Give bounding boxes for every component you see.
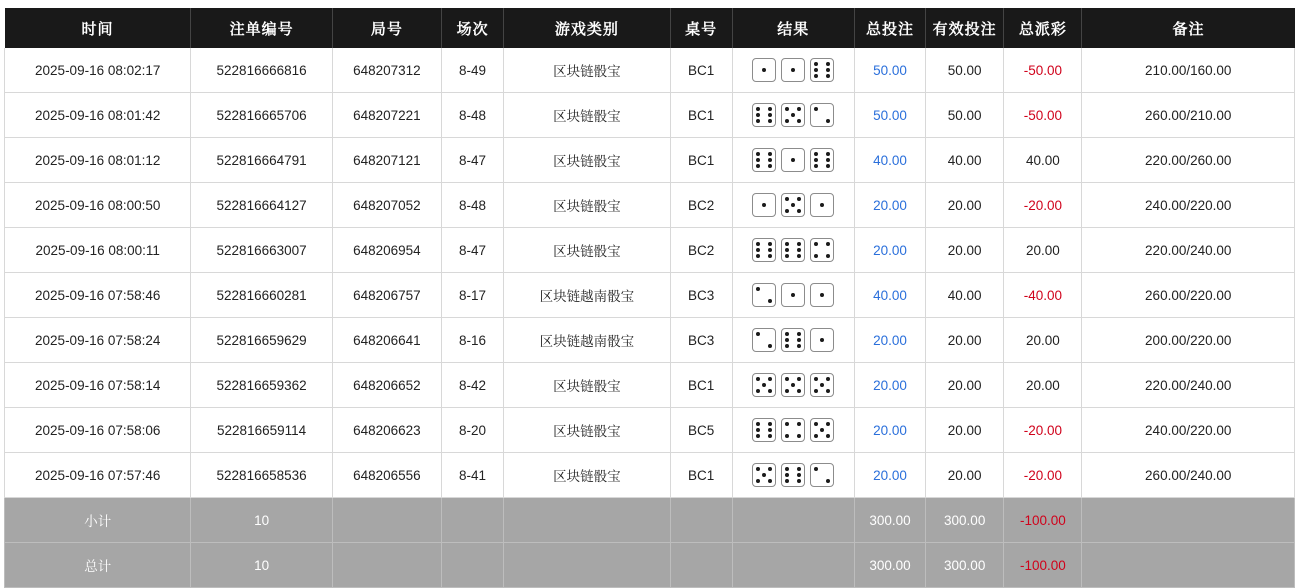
die-face-1 — [752, 193, 776, 217]
cell-valid-bet: 20.00 — [926, 453, 1004, 498]
cell-total-payout — [1004, 93, 1082, 138]
die-face-2 — [752, 283, 776, 307]
cell-total-bet — [854, 183, 925, 228]
cell-valid-bet: 50.00 — [926, 48, 1004, 93]
cell-total-bet — [854, 273, 925, 318]
table-row[interactable] — [5, 318, 1295, 363]
cell-order-no: 522816663007 — [191, 228, 332, 273]
summary-cell-count: 10 — [191, 543, 332, 588]
cell-game-type: 区块链骰宝 — [504, 228, 670, 273]
cell-time: 2025-09-16 07:58:14 — [5, 363, 191, 408]
cell-total-bet-value: 20.00 — [873, 332, 907, 348]
summary-cell-session — [442, 498, 504, 543]
cell-order-no: 522816666816 — [191, 48, 332, 93]
table-body — [5, 48, 1295, 588]
dice-group — [733, 148, 854, 172]
die-face-6 — [752, 238, 776, 262]
cell-time: 2025-09-16 08:00:11 — [5, 228, 191, 273]
cell-session: 8-49 — [442, 48, 504, 93]
cell-total-payout-value: -50.00 — [1023, 62, 1062, 78]
cell-round-no: 648206954 — [332, 228, 441, 273]
column-header-game_type[interactable]: 游戏类别 — [504, 8, 670, 48]
die-face-6 — [781, 463, 805, 487]
summary-cell-result — [732, 543, 854, 588]
cell-table-no: BC1 — [670, 93, 732, 138]
cell-round-no: 648207052 — [332, 183, 441, 228]
cell-remark: 240.00/220.00 — [1082, 408, 1295, 453]
cell-total-bet — [854, 228, 925, 273]
cell-round-no: 648206556 — [332, 453, 441, 498]
cell-remark: 240.00/220.00 — [1082, 183, 1295, 228]
summary-cell-round-no — [332, 498, 441, 543]
cell-game-type: 区块链骰宝 — [504, 48, 670, 93]
cell-game-type: 区块链骰宝 — [504, 408, 670, 453]
cell-total-bet — [854, 408, 925, 453]
cell-total-bet — [854, 363, 925, 408]
cell-result-dice — [732, 363, 854, 408]
table-row[interactable] — [5, 48, 1295, 93]
cell-total-payout — [1004, 453, 1082, 498]
column-header-time[interactable]: 时间 — [5, 8, 191, 48]
summary-cell-total-payout — [1004, 498, 1082, 543]
die-face-5 — [810, 373, 834, 397]
cell-total-bet — [854, 93, 925, 138]
cell-total-payout — [1004, 48, 1082, 93]
summary-cell-label: 小计 — [5, 498, 191, 543]
dice-group — [733, 373, 854, 397]
column-header-order_no[interactable]: 注单编号 — [191, 8, 332, 48]
cell-session: 8-47 — [442, 228, 504, 273]
dice-group — [733, 238, 854, 262]
cell-remark: 210.00/160.00 — [1082, 48, 1295, 93]
cell-order-no: 522816664791 — [191, 138, 332, 183]
die-face-1 — [781, 283, 805, 307]
table-header-row — [5, 8, 1295, 48]
cell-round-no: 648207312 — [332, 48, 441, 93]
cell-valid-bet: 50.00 — [926, 93, 1004, 138]
table-row[interactable] — [5, 408, 1295, 453]
cell-result-dice — [732, 138, 854, 183]
cell-result-dice — [732, 228, 854, 273]
die-face-1 — [781, 148, 805, 172]
cell-total-payout — [1004, 408, 1082, 453]
summary-cell-result — [732, 498, 854, 543]
die-face-6 — [810, 148, 834, 172]
die-face-2 — [810, 463, 834, 487]
cell-time: 2025-09-16 08:00:50 — [5, 183, 191, 228]
die-face-6 — [810, 58, 834, 82]
column-header-total_bet[interactable]: 总投注 — [854, 8, 925, 48]
die-face-5 — [752, 373, 776, 397]
cell-total-payout — [1004, 183, 1082, 228]
cell-game-type: 区块链骰宝 — [504, 93, 670, 138]
cell-time: 2025-09-16 08:01:42 — [5, 93, 191, 138]
summary-cell-total-payout — [1004, 543, 1082, 588]
cell-result-dice — [732, 273, 854, 318]
summary-cell-valid-bet: 300.00 — [926, 498, 1004, 543]
cell-total-bet-value: 20.00 — [873, 467, 907, 483]
table-row[interactable] — [5, 183, 1295, 228]
cell-valid-bet: 20.00 — [926, 183, 1004, 228]
table-row[interactable] — [5, 453, 1295, 498]
cell-total-bet-value: 20.00 — [873, 197, 907, 213]
cell-order-no: 522816660281 — [191, 273, 332, 318]
cell-total-bet-value: 40.00 — [873, 287, 907, 303]
summary-cell-game-type — [504, 543, 670, 588]
die-face-1 — [810, 283, 834, 307]
die-face-4 — [781, 418, 805, 442]
cell-total-bet — [854, 138, 925, 183]
cell-valid-bet: 20.00 — [926, 228, 1004, 273]
cell-total-bet — [854, 48, 925, 93]
cell-table-no: BC3 — [670, 273, 732, 318]
dice-group — [733, 283, 854, 307]
cell-round-no: 648206757 — [332, 273, 441, 318]
cell-total-payout-value: -40.00 — [1023, 287, 1062, 303]
cell-session: 8-41 — [442, 453, 504, 498]
column-header-session[interactable]: 场次 — [442, 8, 504, 48]
cell-total-bet-value: 20.00 — [873, 422, 907, 438]
cell-total-bet-value: 50.00 — [873, 62, 907, 78]
cell-remark: 220.00/240.00 — [1082, 363, 1295, 408]
die-face-6 — [752, 103, 776, 127]
die-face-5 — [781, 103, 805, 127]
die-face-1 — [810, 193, 834, 217]
dice-group — [733, 58, 854, 82]
die-face-2 — [752, 328, 776, 352]
cell-time: 2025-09-16 07:58:46 — [5, 273, 191, 318]
cell-total-bet-value: 50.00 — [873, 107, 907, 123]
dice-group — [733, 463, 854, 487]
column-header-round_no[interactable]: 局号 — [332, 8, 441, 48]
cell-round-no: 648206652 — [332, 363, 441, 408]
cell-total-bet — [854, 453, 925, 498]
cell-result-dice — [732, 318, 854, 363]
column-header-result[interactable]: 结果 — [732, 8, 854, 48]
cell-session: 8-42 — [442, 363, 504, 408]
cell-game-type: 区块链越南骰宝 — [504, 273, 670, 318]
cell-table-no: BC1 — [670, 138, 732, 183]
cell-remark: 220.00/240.00 — [1082, 228, 1295, 273]
cell-total-payout-value: -50.00 — [1023, 107, 1062, 123]
die-face-5 — [752, 463, 776, 487]
die-face-2 — [810, 103, 834, 127]
die-face-5 — [781, 193, 805, 217]
summary-cell-remark — [1082, 543, 1295, 588]
cell-time: 2025-09-16 07:58:06 — [5, 408, 191, 453]
cell-table-no: BC2 — [670, 183, 732, 228]
cell-order-no: 522816659362 — [191, 363, 332, 408]
die-face-4 — [810, 238, 834, 262]
cell-time: 2025-09-16 08:01:12 — [5, 138, 191, 183]
cell-valid-bet: 20.00 — [926, 363, 1004, 408]
summary-total-payout-value: -100.00 — [1019, 512, 1066, 528]
cell-session: 8-48 — [442, 93, 504, 138]
die-face-6 — [781, 328, 805, 352]
die-face-6 — [752, 418, 776, 442]
table-row[interactable] — [5, 363, 1295, 408]
cell-total-bet — [854, 318, 925, 363]
cell-session: 8-17 — [442, 273, 504, 318]
summary-cell-count: 10 — [191, 498, 332, 543]
cell-result-dice — [732, 408, 854, 453]
bet-history-table — [4, 8, 1295, 588]
cell-table-no: BC5 — [670, 408, 732, 453]
summary-row — [5, 498, 1295, 543]
cell-total-payout: 40.00 — [1004, 138, 1082, 183]
cell-total-payout-value: -20.00 — [1023, 467, 1062, 483]
table-header — [5, 8, 1295, 48]
summary-cell-table-no — [670, 543, 732, 588]
cell-order-no: 522816659629 — [191, 318, 332, 363]
cell-time: 2025-09-16 08:02:17 — [5, 48, 191, 93]
cell-table-no: BC1 — [670, 363, 732, 408]
cell-round-no: 648206641 — [332, 318, 441, 363]
cell-game-type: 区块链骰宝 — [504, 183, 670, 228]
summary-cell-total-bet: 300.00 — [854, 498, 925, 543]
cell-result-dice — [732, 183, 854, 228]
table-row[interactable] — [5, 228, 1295, 273]
die-face-6 — [781, 238, 805, 262]
dice-group — [733, 193, 854, 217]
cell-total-payout-value: -20.00 — [1023, 422, 1062, 438]
cell-total-payout: 20.00 — [1004, 318, 1082, 363]
summary-cell-table-no — [670, 498, 732, 543]
cell-total-payout — [1004, 273, 1082, 318]
cell-order-no: 522816664127 — [191, 183, 332, 228]
cell-total-payout: 20.00 — [1004, 228, 1082, 273]
die-face-6 — [752, 148, 776, 172]
cell-valid-bet: 20.00 — [926, 318, 1004, 363]
cell-remark: 260.00/240.00 — [1082, 453, 1295, 498]
die-face-1 — [781, 58, 805, 82]
cell-valid-bet: 40.00 — [926, 273, 1004, 318]
cell-result-dice — [732, 453, 854, 498]
summary-cell-label: 总计 — [5, 543, 191, 588]
die-face-1 — [810, 328, 834, 352]
cell-table-no: BC1 — [670, 453, 732, 498]
cell-result-dice — [732, 48, 854, 93]
cell-total-payout: 20.00 — [1004, 363, 1082, 408]
summary-cell-remark — [1082, 498, 1295, 543]
summary-row — [5, 543, 1295, 588]
cell-remark: 200.00/220.00 — [1082, 318, 1295, 363]
cell-time: 2025-09-16 07:57:46 — [5, 453, 191, 498]
cell-total-payout-value: -20.00 — [1023, 197, 1062, 213]
cell-game-type: 区块链骰宝 — [504, 453, 670, 498]
cell-remark: 260.00/210.00 — [1082, 93, 1295, 138]
dice-group — [733, 418, 854, 442]
cell-order-no: 522816659114 — [191, 408, 332, 453]
summary-cell-game-type — [504, 498, 670, 543]
cell-remark: 260.00/220.00 — [1082, 273, 1295, 318]
cell-session: 8-16 — [442, 318, 504, 363]
summary-total-payout-value: -100.00 — [1019, 557, 1066, 573]
cell-game-type: 区块链越南骰宝 — [504, 318, 670, 363]
cell-total-bet-value: 20.00 — [873, 377, 907, 393]
cell-total-bet-value: 40.00 — [873, 152, 907, 168]
cell-session: 8-48 — [442, 183, 504, 228]
summary-cell-valid-bet: 300.00 — [926, 543, 1004, 588]
dice-group — [733, 328, 854, 352]
table-row[interactable] — [5, 273, 1295, 318]
summary-cell-session — [442, 543, 504, 588]
column-header-total_payout[interactable]: 总派彩 — [1004, 8, 1082, 48]
column-header-remark[interactable]: 备注 — [1082, 8, 1295, 48]
cell-order-no: 522816658536 — [191, 453, 332, 498]
cell-session: 8-20 — [442, 408, 504, 453]
table-row[interactable] — [5, 138, 1295, 183]
cell-game-type: 区块链骰宝 — [504, 138, 670, 183]
cell-table-no: BC2 — [670, 228, 732, 273]
cell-table-no: BC1 — [670, 48, 732, 93]
cell-table-no: BC3 — [670, 318, 732, 363]
cell-result-dice — [732, 93, 854, 138]
cell-valid-bet: 40.00 — [926, 138, 1004, 183]
summary-cell-round-no — [332, 543, 441, 588]
cell-time: 2025-09-16 07:58:24 — [5, 318, 191, 363]
column-header-valid_bet[interactable]: 有效投注 — [926, 8, 1004, 48]
cell-round-no: 648207121 — [332, 138, 441, 183]
table-row[interactable] — [5, 93, 1295, 138]
cell-round-no: 648206623 — [332, 408, 441, 453]
die-face-5 — [810, 418, 834, 442]
cell-game-type: 区块链骰宝 — [504, 363, 670, 408]
cell-order-no: 522816665706 — [191, 93, 332, 138]
column-header-table_no[interactable]: 桌号 — [670, 8, 732, 48]
die-face-5 — [781, 373, 805, 397]
dice-group — [733, 103, 854, 127]
cell-session: 8-47 — [442, 138, 504, 183]
cell-total-bet-value: 20.00 — [873, 242, 907, 258]
summary-cell-total-bet: 300.00 — [854, 543, 925, 588]
cell-round-no: 648207221 — [332, 93, 441, 138]
die-face-1 — [752, 58, 776, 82]
cell-remark: 220.00/260.00 — [1082, 138, 1295, 183]
cell-valid-bet: 20.00 — [926, 408, 1004, 453]
